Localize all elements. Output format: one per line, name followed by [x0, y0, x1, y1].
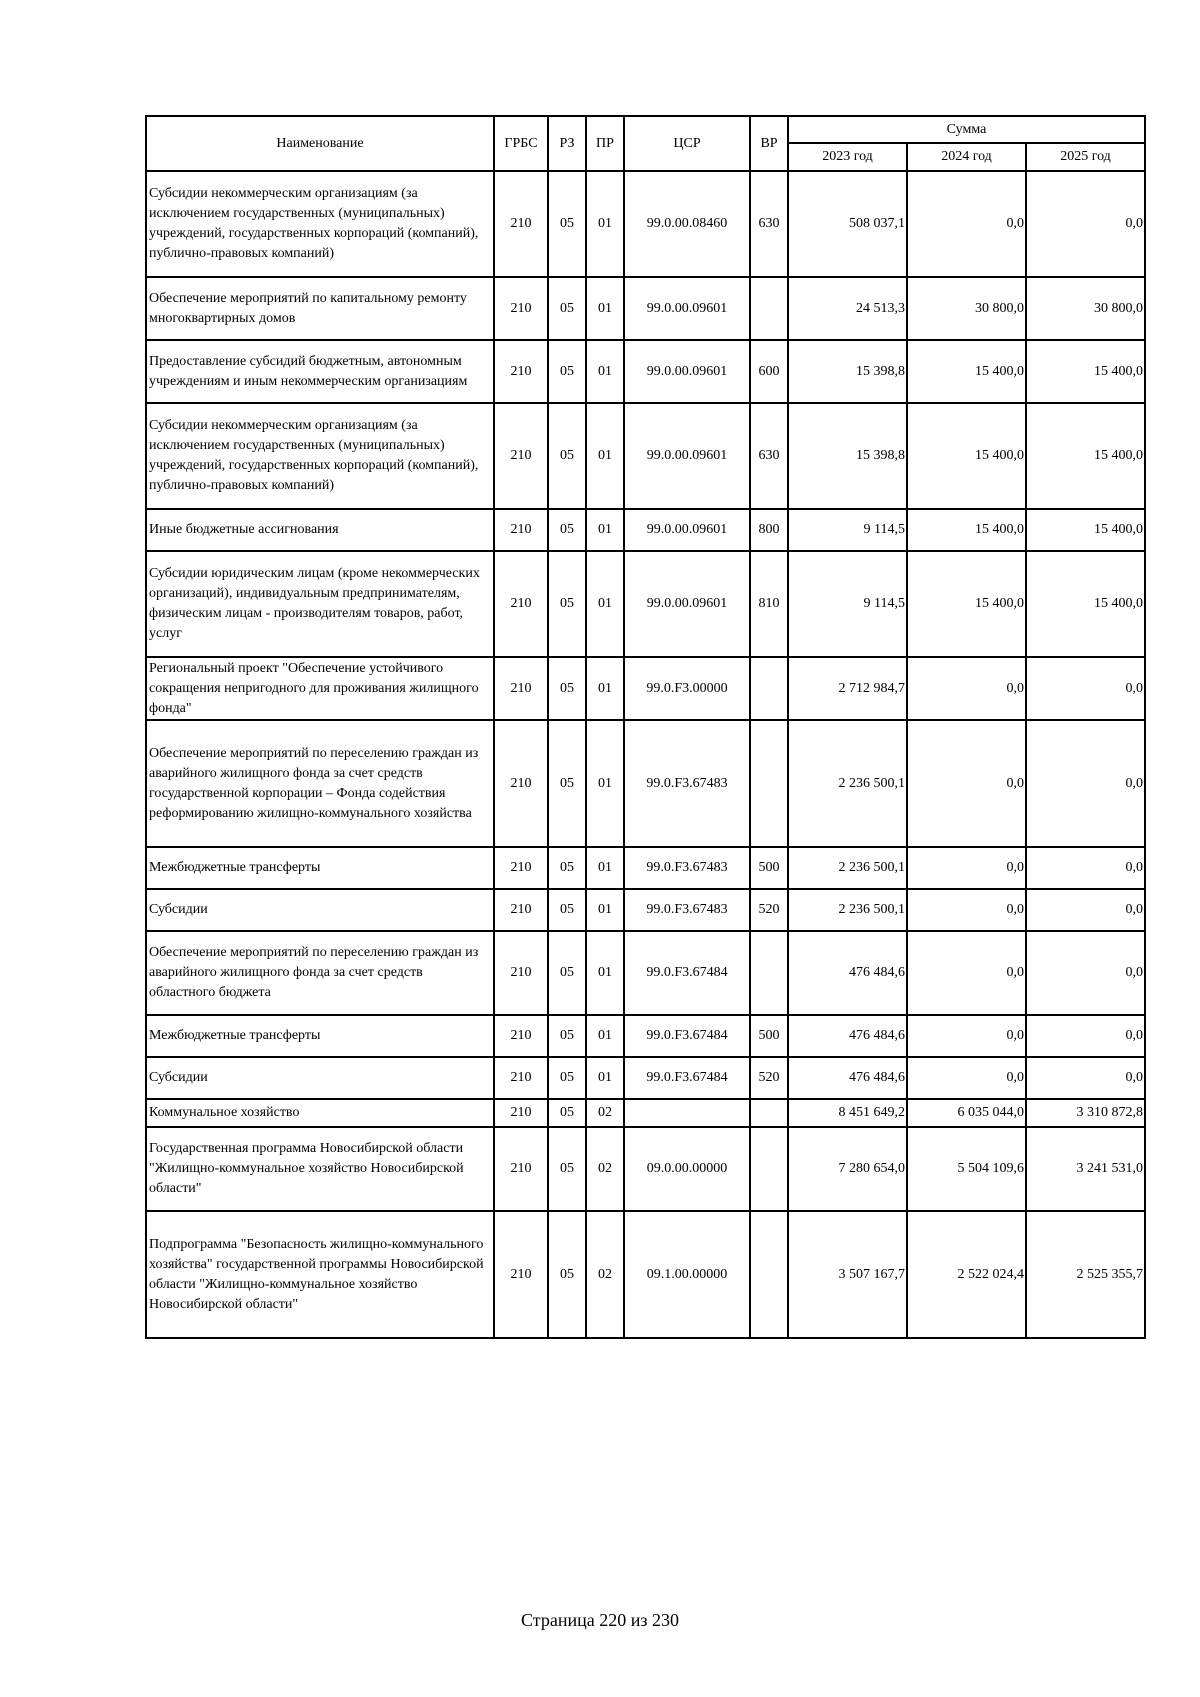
row-rz-cell: 05 — [548, 1015, 586, 1057]
row-2025-amount: 0,0 — [1026, 657, 1145, 720]
table-row — [146, 1127, 1145, 1211]
header-grbs: ГРБС — [494, 116, 548, 171]
header-2024: 2024 год — [907, 143, 1026, 171]
row-grbs-cell: 210 — [494, 657, 548, 720]
row-csr-cell — [624, 1099, 750, 1127]
row-2025-amount: 15 400,0 — [1026, 403, 1145, 509]
row-2024-amount: 6 035 044,0 — [907, 1099, 1026, 1127]
table-header — [146, 116, 1145, 171]
row-rz-cell: 05 — [548, 1211, 586, 1338]
row-2023-amount: 9 114,5 — [788, 551, 907, 657]
header-name: Наименование — [146, 116, 494, 171]
row-name-cell: Предоставление субсидий бюджетным, автономным учреждениям и иным некоммерческим организациям — [146, 340, 494, 403]
row-2023-amount: 8 451 649,2 — [788, 1099, 907, 1127]
row-vr-cell — [750, 1127, 788, 1211]
table-row — [146, 931, 1145, 1015]
table-body — [146, 171, 1145, 1338]
row-vr-cell: 500 — [750, 847, 788, 889]
row-csr-cell: 99.0.00.09601 — [624, 551, 750, 657]
row-2023-amount: 7 280 654,0 — [788, 1127, 907, 1211]
row-2025-amount: 0,0 — [1026, 720, 1145, 847]
row-name-cell: Субсидии юридическим лицам (кроме некоммерческих организаций), индивидуальным предпринимателям, физическим лицам - производителям товаров, работ, услуг — [146, 551, 494, 657]
table-row — [146, 277, 1145, 340]
row-csr-cell: 99.0.F3.67484 — [624, 931, 750, 1015]
header-sum: Сумма — [788, 116, 1145, 143]
row-grbs-cell: 210 — [494, 720, 548, 847]
row-vr-cell: 500 — [750, 1015, 788, 1057]
row-grbs-cell: 210 — [494, 277, 548, 340]
table-row — [146, 340, 1145, 403]
row-vr-cell: 520 — [750, 1057, 788, 1099]
row-pr-cell: 01 — [586, 277, 624, 340]
row-name-cell: Региональный проект "Обеспечение устойчивого сокращения непригодного для проживания жилищного фонда" — [146, 657, 494, 720]
row-vr-cell — [750, 657, 788, 720]
row-rz-cell: 05 — [548, 931, 586, 1015]
table-row — [146, 889, 1145, 931]
row-2023-amount: 2 712 984,7 — [788, 657, 907, 720]
row-2023-amount: 2 236 500,1 — [788, 720, 907, 847]
row-csr-cell: 99.0.F3.67484 — [624, 1015, 750, 1057]
row-2024-amount: 0,0 — [907, 1015, 1026, 1057]
row-vr-cell: 800 — [750, 509, 788, 551]
row-rz-cell: 05 — [548, 847, 586, 889]
row-csr-cell: 99.0.00.09601 — [624, 509, 750, 551]
row-rz-cell: 05 — [548, 889, 586, 931]
row-name-cell: Межбюджетные трансферты — [146, 847, 494, 889]
row-name-cell: Государственная программа Новосибирской области "Жилищно-коммунальное хозяйство Новосибирской области" — [146, 1127, 494, 1211]
row-2023-amount: 15 398,8 — [788, 340, 907, 403]
row-2025-amount: 0,0 — [1026, 171, 1145, 277]
row-2023-amount: 2 236 500,1 — [788, 847, 907, 889]
row-2024-amount: 0,0 — [907, 931, 1026, 1015]
header-csr: ЦСР — [624, 116, 750, 171]
row-csr-cell: 09.0.00.00000 — [624, 1127, 750, 1211]
row-grbs-cell: 210 — [494, 889, 548, 931]
row-vr-cell — [750, 720, 788, 847]
header-2025: 2025 год — [1026, 143, 1145, 171]
row-rz-cell: 05 — [548, 403, 586, 509]
row-vr-cell: 810 — [750, 551, 788, 657]
row-rz-cell: 05 — [548, 657, 586, 720]
row-grbs-cell: 210 — [494, 1015, 548, 1057]
row-2023-amount: 476 484,6 — [788, 931, 907, 1015]
row-grbs-cell: 210 — [494, 171, 548, 277]
table-row — [146, 847, 1145, 889]
row-rz-cell: 05 — [548, 509, 586, 551]
row-2025-amount: 15 400,0 — [1026, 551, 1145, 657]
table-row — [146, 403, 1145, 509]
row-pr-cell: 02 — [586, 1099, 624, 1127]
row-vr-cell — [750, 931, 788, 1015]
row-grbs-cell: 210 — [494, 931, 548, 1015]
row-pr-cell: 01 — [586, 1057, 624, 1099]
row-pr-cell: 01 — [586, 551, 624, 657]
row-pr-cell: 02 — [586, 1211, 624, 1338]
row-2025-amount: 3 241 531,0 — [1026, 1127, 1145, 1211]
row-name-cell: Обеспечение мероприятий по переселению граждан из аварийного жилищного фонда за счет средств государственной корпорации – Фонда содействия реформированию жилищно-коммунального хозяйства — [146, 720, 494, 847]
table-row — [146, 551, 1145, 657]
row-pr-cell: 01 — [586, 720, 624, 847]
table-row — [146, 1057, 1145, 1099]
table-row — [146, 657, 1145, 720]
row-2024-amount: 15 400,0 — [907, 509, 1026, 551]
header-vr: ВР — [750, 116, 788, 171]
header-rz: РЗ — [548, 116, 586, 171]
row-pr-cell: 01 — [586, 403, 624, 509]
row-2025-amount: 3 310 872,8 — [1026, 1099, 1145, 1127]
row-vr-cell: 600 — [750, 340, 788, 403]
row-2023-amount: 15 398,8 — [788, 403, 907, 509]
row-2025-amount: 30 800,0 — [1026, 277, 1145, 340]
row-vr-cell: 630 — [750, 403, 788, 509]
row-pr-cell: 02 — [586, 1127, 624, 1211]
row-name-cell: Субсидии некоммерческим организациям (за исключением государственных (муниципальных) учреждений, государственных корпораций (компаний), публично-правовых компаний) — [146, 403, 494, 509]
table-row — [146, 720, 1145, 847]
row-csr-cell: 99.0.F3.67483 — [624, 889, 750, 931]
row-vr-cell — [750, 1211, 788, 1338]
row-2024-amount: 0,0 — [907, 657, 1026, 720]
row-2024-amount: 0,0 — [907, 1057, 1026, 1099]
table-row — [146, 1015, 1145, 1057]
row-grbs-cell: 210 — [494, 1057, 548, 1099]
row-name-cell: Коммунальное хозяйство — [146, 1099, 494, 1127]
row-2023-amount: 3 507 167,7 — [788, 1211, 907, 1338]
row-pr-cell: 01 — [586, 657, 624, 720]
row-pr-cell: 01 — [586, 889, 624, 931]
row-grbs-cell: 210 — [494, 847, 548, 889]
row-rz-cell: 05 — [548, 1057, 586, 1099]
row-2025-amount: 0,0 — [1026, 889, 1145, 931]
row-2024-amount: 5 504 109,6 — [907, 1127, 1026, 1211]
row-pr-cell: 01 — [586, 847, 624, 889]
row-name-cell: Субсидии — [146, 1057, 494, 1099]
row-2025-amount: 0,0 — [1026, 847, 1145, 889]
row-2025-amount: 15 400,0 — [1026, 340, 1145, 403]
row-name-cell: Обеспечение мероприятий по капитальному ремонту многоквартирных домов — [146, 277, 494, 340]
row-vr-cell: 630 — [750, 171, 788, 277]
row-2025-amount: 2 525 355,7 — [1026, 1211, 1145, 1338]
row-grbs-cell: 210 — [494, 1127, 548, 1211]
row-vr-cell — [750, 1099, 788, 1127]
row-csr-cell: 09.1.00.00000 — [624, 1211, 750, 1338]
row-name-cell: Подпрограмма "Безопасность жилищно-коммунального хозяйства" государственной программы Новосибирской области "Жилищно-коммунальное хозяйство Новосибирской области" — [146, 1211, 494, 1338]
row-2023-amount: 508 037,1 — [788, 171, 907, 277]
row-csr-cell: 99.0.F3.67484 — [624, 1057, 750, 1099]
header-2023: 2023 год — [788, 143, 907, 171]
row-2025-amount: 0,0 — [1026, 1015, 1145, 1057]
row-rz-cell: 05 — [548, 1099, 586, 1127]
table-row — [146, 1099, 1145, 1127]
row-2024-amount: 15 400,0 — [907, 551, 1026, 657]
row-rz-cell: 05 — [548, 720, 586, 847]
row-pr-cell: 01 — [586, 931, 624, 1015]
row-rz-cell: 05 — [548, 1127, 586, 1211]
row-name-cell: Обеспечение мероприятий по переселению граждан из аварийного жилищного фонда за счет средств областного бюджета — [146, 931, 494, 1015]
row-2025-amount: 15 400,0 — [1026, 509, 1145, 551]
row-2025-amount: 0,0 — [1026, 931, 1145, 1015]
row-pr-cell: 01 — [586, 509, 624, 551]
row-csr-cell: 99.0.00.09601 — [624, 340, 750, 403]
header-pr: ПР — [586, 116, 624, 171]
row-csr-cell: 99.0.00.09601 — [624, 403, 750, 509]
row-vr-cell: 520 — [750, 889, 788, 931]
row-grbs-cell: 210 — [494, 403, 548, 509]
table-row — [146, 171, 1145, 277]
row-pr-cell: 01 — [586, 340, 624, 403]
row-pr-cell: 01 — [586, 1015, 624, 1057]
row-2023-amount: 476 484,6 — [788, 1057, 907, 1099]
row-rz-cell: 05 — [548, 551, 586, 657]
row-rz-cell: 05 — [548, 171, 586, 277]
row-2025-amount: 0,0 — [1026, 1057, 1145, 1099]
row-name-cell: Субсидии — [146, 889, 494, 931]
budget-table — [145, 115, 1146, 1339]
row-csr-cell: 99.0.F3.67483 — [624, 720, 750, 847]
row-name-cell: Субсидии некоммерческим организациям (за исключением государственных (муниципальных) учреждений, государственных корпораций (компаний), публично-правовых компаний) — [146, 171, 494, 277]
row-rz-cell: 05 — [548, 340, 586, 403]
row-2024-amount: 15 400,0 — [907, 403, 1026, 509]
page-number: Страница 220 из 230 — [521, 1610, 679, 1630]
row-vr-cell — [750, 277, 788, 340]
row-2024-amount: 0,0 — [907, 889, 1026, 931]
row-grbs-cell: 210 — [494, 1099, 548, 1127]
row-grbs-cell: 210 — [494, 1211, 548, 1338]
row-2024-amount: 15 400,0 — [907, 340, 1026, 403]
row-2024-amount: 30 800,0 — [907, 277, 1026, 340]
row-grbs-cell: 210 — [494, 509, 548, 551]
row-name-cell: Иные бюджетные ассигнования — [146, 509, 494, 551]
row-name-cell: Межбюджетные трансферты — [146, 1015, 494, 1057]
row-2023-amount: 9 114,5 — [788, 509, 907, 551]
row-grbs-cell: 210 — [494, 551, 548, 657]
row-grbs-cell: 210 — [494, 340, 548, 403]
table-row — [146, 1211, 1145, 1338]
row-2023-amount: 24 513,3 — [788, 277, 907, 340]
row-2024-amount: 2 522 024,4 — [907, 1211, 1026, 1338]
row-csr-cell: 99.0.00.08460 — [624, 171, 750, 277]
row-2023-amount: 2 236 500,1 — [788, 889, 907, 931]
row-csr-cell: 99.0.F3.00000 — [624, 657, 750, 720]
row-csr-cell: 99.0.00.09601 — [624, 277, 750, 340]
table-row — [146, 509, 1145, 551]
row-csr-cell: 99.0.F3.67483 — [624, 847, 750, 889]
row-2024-amount: 0,0 — [907, 720, 1026, 847]
row-2024-amount: 0,0 — [907, 171, 1026, 277]
row-2024-amount: 0,0 — [907, 847, 1026, 889]
row-2023-amount: 476 484,6 — [788, 1015, 907, 1057]
row-rz-cell: 05 — [548, 277, 586, 340]
row-pr-cell: 01 — [586, 171, 624, 277]
